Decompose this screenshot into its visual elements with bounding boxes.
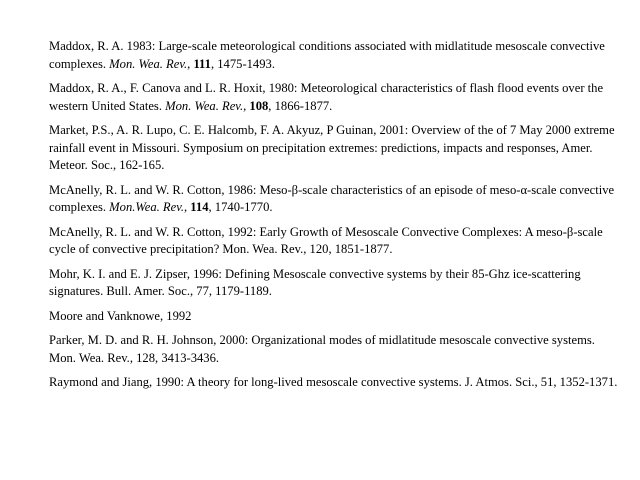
volume-number: 114 xyxy=(190,200,209,214)
reference-pages: , 1866-1877. xyxy=(268,98,333,113)
reference-text: Market, P.S., A. R. Lupo, C. E. Halcomb, F. A. Akyuz, P Guinan, 2001: Overview of the of 7 May 2000 extreme rainfall event in Missouri. Symposium on precipitation extremes: predictions, impacts and responses, Amer. Meteor. Soc., 162-165. xyxy=(49,123,615,172)
reference-list xyxy=(49,38,619,399)
reference-entry xyxy=(49,80,619,115)
reference-entry xyxy=(49,38,619,73)
journal-name: Mon. Wea. Rev. xyxy=(109,56,188,71)
reference-entry xyxy=(49,122,619,175)
reference-text: Mohr, K. I. and E. J. Zipser, 1996: Defining Mesoscale convective systems by their 85-Ghz ice-scattering signatures. Bull. Amer. Soc., 77, 1179-1189. xyxy=(49,266,581,298)
reference-separator: , xyxy=(243,98,250,113)
reference-entry xyxy=(49,224,619,259)
reference-text: Raymond and Jiang, 1990: A theory for long-lived mesoscale convective systems. J. Atmos. Sci., 51, 1352-1371. xyxy=(49,375,618,389)
volume-number: 111 xyxy=(193,56,211,71)
reference-text: McAnelly, R. L. and W. R. Cotton, 1992: Early Growth of Mesoscale Convective Complexes: A meso-β-scale cycle of convective precipitation? Mon. Wea. Rev., 120, 1851-1877. xyxy=(49,224,603,256)
reference-pages: , 1740-1770. xyxy=(208,200,273,214)
reference-entry xyxy=(49,332,619,367)
reference-separator: , xyxy=(184,200,191,214)
reference-entry xyxy=(49,182,619,217)
reference-entry xyxy=(49,374,619,392)
reference-text: Maddox, R. A. 1983: Large-scale meteorological conditions associated with midlatitude mesoscale convective complexes. xyxy=(49,39,605,71)
reference-entry xyxy=(49,308,619,326)
volume-number: 108 xyxy=(249,98,269,113)
reference-text: Parker, M. D. and R. H. Johnson, 2000: Organizational modes of midlatitude mesoscale convective systems. Mon. Wea. Rev., 128, 3413-3436. xyxy=(49,333,595,365)
reference-separator: , xyxy=(187,56,194,71)
reference-entry xyxy=(49,266,619,301)
journal-name: Mon.Wea. Rev. xyxy=(109,200,184,214)
journal-name: Mon. Wea. Rev. xyxy=(165,98,244,113)
reference-pages: , 1475-1493. xyxy=(210,56,275,71)
reference-text: McAnelly, R. L. and W. R. Cotton, 1986: Meso-β-scale characteristics of an episode of meso-α-scale convective complexes. xyxy=(49,182,615,214)
reference-text: Maddox, R. A., F. Canova and L. R. Hoxit, 1980: Meteorological characteristics of flash flood events over the western United States. xyxy=(49,81,604,113)
reference-text: Moore and Vanknowe, 1992 xyxy=(49,308,192,323)
